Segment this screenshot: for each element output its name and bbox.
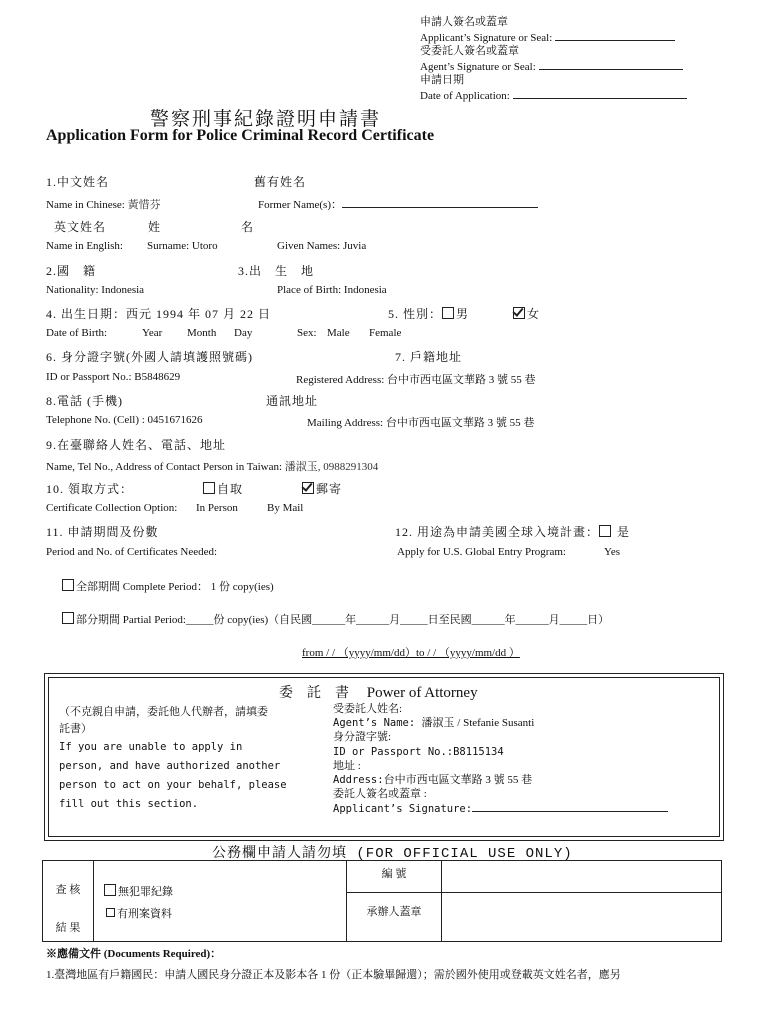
registered-address-field[interactable]: Registered Address: 台中市西屯區文華路 3 號 55 巷 [296,374,536,386]
date-range-line[interactable]: from / / （yyyy/mm/dd）to / / （yyyy/mm/dd ） [302,647,520,659]
by-mail-label: By Mail [267,502,304,514]
surname-field[interactable]: Surname: Utoro [147,240,218,252]
contact-label-zh: 9.在臺聯絡人姓名、電話、地址 [46,438,227,452]
form-title-zh: 警察刑事紀錄證明申請書 [150,109,382,130]
year-label: Year [142,327,163,339]
handler-label: 承辦人蓋章 [347,893,442,942]
nationality-label-zh: 2.國 籍 [46,264,97,278]
by-mail-checkbox[interactable] [302,482,314,494]
male-label: Male [327,327,350,339]
birthplace-field[interactable]: Place of Birth: Indonesia [277,284,387,296]
phone-label-zh: 8.電話 (手機) [46,394,123,408]
birthplace-label-zh: 3.出 生 地 [238,264,315,278]
official-use-title: 公務欄申請人請勿填 (FOR OFFICIAL USE ONLY) [212,846,573,862]
poa-title: 委託書 Power of Attorney [279,685,478,701]
number-field[interactable] [442,861,722,893]
contact-field[interactable]: Name, Tel No., Address of Contact Person in Taiwan: 潘淑玉, 0988291304 [46,461,379,473]
check-options-cell [94,861,347,942]
id-label-zh: 6. 身分證字號(外國人請填護照號碼) [46,350,253,364]
given-name-label-zh: 名 [241,220,255,234]
agent-name-field[interactable]: Agent’s Name: 潘淑玉 / Stefanie Susanti [333,717,535,730]
collection-label-en: Certificate Collection Option: [46,502,178,514]
no-record-option[interactable]: 無犯罪紀錄 [104,883,346,899]
male-checkbox[interactable] [442,307,454,319]
power-of-attorney-section [44,673,724,841]
surname-label-zh: 姓 [148,220,162,234]
documents-item-1: 1.臺灣地區有戶籍國民：申請人國民身分證正本及影本各 1 份（正本驗畢歸還）；需於國外使用或登載英文姓名者，應另 [46,969,621,981]
chinese-name-label-zh: 1.中文姓名 [46,175,110,189]
check-result-cell: 查 核 結 果 [43,861,94,942]
agent-id-field[interactable]: ID or Passport No.:B8115134 [333,745,504,758]
application-date-zh: 申請日期 [420,74,464,86]
english-name-label-en: Name in English: [46,240,123,252]
official-use-table [42,860,722,942]
number-label: 編 號 [347,861,442,893]
form-title-en: Application Form for Police Criminal Record Certificate [46,127,435,144]
gender-field: 5. 性別： 男 女 [388,307,541,321]
complete-period-option[interactable]: 全部期間 Complete Period： 1 份 copy(ies) [62,578,274,594]
female-checkbox[interactable] [513,307,525,319]
signature-block [420,16,687,103]
english-name-label-zh: 英文姓名 [54,220,107,234]
registered-address-label-zh: 7. 戶籍地址 [395,350,463,364]
applicant-signature-field[interactable]: Applicant’s Signature: [333,801,668,816]
no-record-checkbox[interactable] [104,884,116,896]
nationality-field[interactable]: Nationality: Indonesia [46,284,145,296]
collection-label-zh: 10. 領取方式： [46,482,134,496]
has-record-option[interactable]: 有刑案資料 [106,905,346,921]
dob-label-zh: 4. 出生日期：西元 1994 年 07 月 22 日 [46,307,272,321]
day-label: Day [234,327,253,339]
agent-signature-zh: 受委託人簽名或蓋章 [420,45,519,57]
applicant-signature-zh: 申請人簽名或蓋章 [420,16,508,28]
global-entry-field: 12. 用途為申請美國全球入境計畫： 是 [395,525,631,539]
month-label: Month [187,327,217,339]
applicant-signature-line[interactable]: Applicant’s Signature or Seal: [420,30,687,46]
phone-field[interactable]: Telephone No. (Cell) : 0451671626 [46,414,203,426]
period-label-zh: 11. 申請期間及份數 [46,525,159,539]
sex-label: Sex: [297,327,317,339]
complete-period-checkbox[interactable] [62,579,74,591]
period-label-en: Period and No. of Certificates Needed: [46,546,218,558]
former-name-field[interactable]: Former Name(s)： [258,196,538,212]
handler-field[interactable] [442,893,722,942]
global-entry-checkbox[interactable] [599,525,611,537]
former-name-label-zh: 舊有姓名 [254,175,307,189]
in-person-checkbox[interactable] [203,482,215,494]
female-label: Female [369,327,402,339]
in-person-option[interactable]: 自取 [203,480,243,497]
application-date-line[interactable]: Date of Application: [420,88,687,104]
poa-instructions: （不克親自申請，委託他人代辦者，請填委 託書） If you are unable to apply in person, and have authorized another person to act on your behalf, please fill out this section. [59,706,287,810]
dob-label-en: Date of Birth: [46,327,108,339]
agent-address-field[interactable]: Address:台中市西屯區文華路 3 號 55 巷 [333,774,533,787]
id-field[interactable]: ID or Passport No.: B5848629 [46,371,181,383]
has-record-checkbox[interactable] [106,908,115,917]
global-entry-yes: Yes [604,546,621,558]
chinese-name-field[interactable]: Name in Chinese: 黃惜芬 [46,199,161,211]
given-name-field[interactable]: Given Names: Juvia [277,240,367,252]
poa-fields: 受委託人姓名: Agent’s Name: 潘淑玉 / Stefanie Susanti 身分證字號: ID or Passport No.:B8115134 地址 : Address:台中市西屯區文華路 3 號 55 巷 委託人簽名或蓋章 : Applicant’s Signature: [333,702,668,817]
agent-signature-line[interactable]: Agent’s Signature or Seal: [420,59,687,75]
global-entry-label-en: Apply for U.S. Global Entry Program: [397,546,566,558]
in-person-label: In Person [196,502,238,514]
mailing-address-field[interactable]: Mailing Address: 台中市西屯區文華路 3 號 55 巷 [307,417,535,429]
documents-heading: ※應備文件 (Documents Required)： [46,948,222,960]
partial-period-checkbox[interactable] [62,612,74,624]
partial-period-option[interactable]: 部分期間 Partial Period:_____份 copy(ies)（自民國______年______月_____日至民國______年______月_____日） [62,611,609,627]
mailing-address-label-zh: 通訊地址 [266,394,319,408]
by-mail-option[interactable]: 郵寄 [302,480,342,497]
